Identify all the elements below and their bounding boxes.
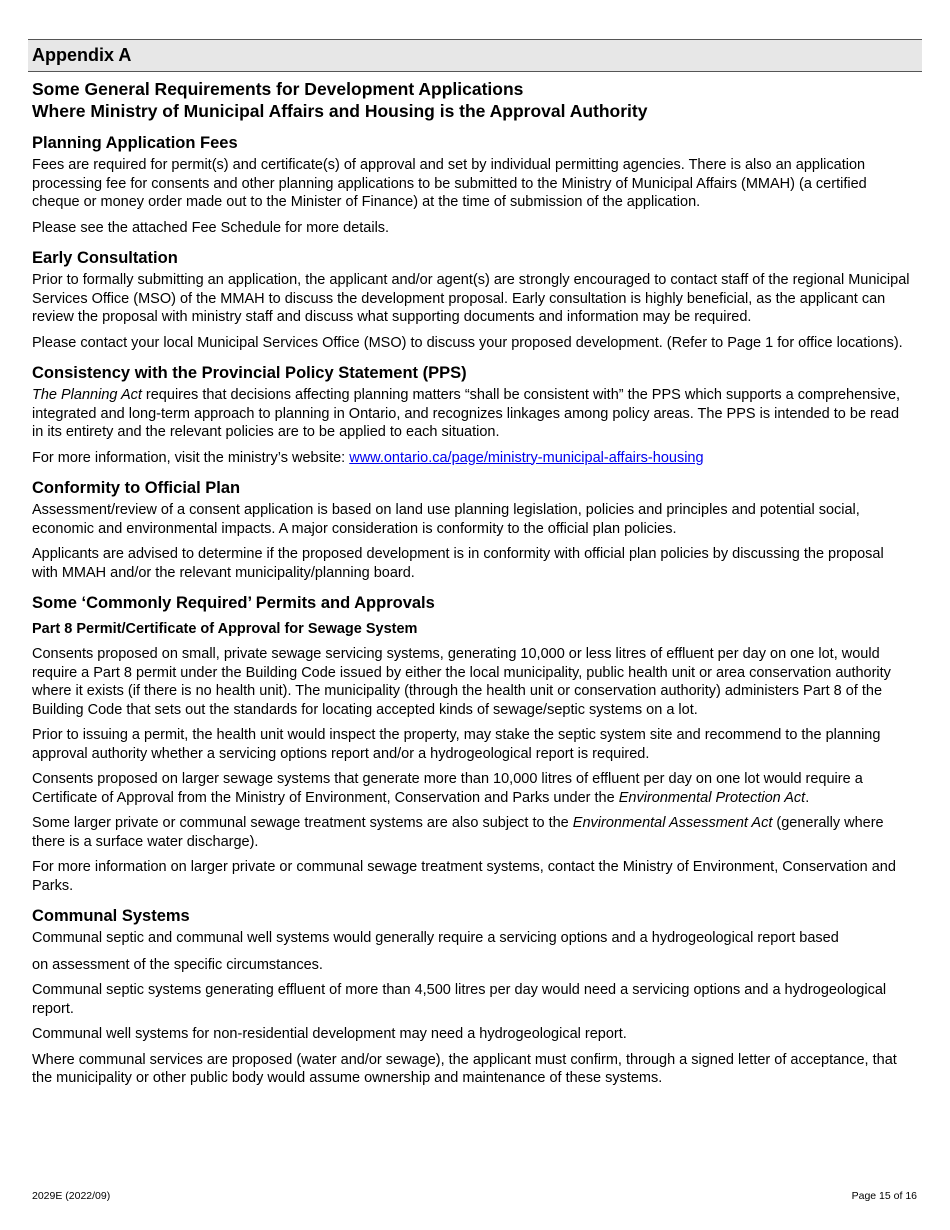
permits-paragraph-3-end: . bbox=[805, 789, 810, 806]
title-line-1: Some General Requirements for Development Applications bbox=[32, 79, 524, 99]
pps-paragraph-1 bbox=[32, 386, 912, 442]
communal-heading: Communal Systems bbox=[32, 907, 190, 925]
permits-paragraph-4 bbox=[32, 814, 912, 851]
page-number: Page 15 of 16 bbox=[851, 1190, 917, 1202]
permits-paragraph-2: Prior to issuing a permit, the health unit would inspect the property, may stake the septic system site and recommend to the planning approval authority whether a servicing options report and/or a hydrogeological report is required. bbox=[32, 727, 881, 762]
permits-paragraph-5: For more information on larger private or communal sewage treatment systems, contact the Ministry of Environment, Conservation and Parks. bbox=[32, 859, 896, 894]
conformity-heading: Conformity to Official Plan bbox=[32, 479, 241, 497]
planning-act-title: The Planning Act bbox=[32, 387, 142, 403]
early-consultation-paragraph-1: Prior to formally submitting an application, the applicant and/or agent(s) are strongly encouraged to contact staff of the regional Municipal Services Office (MSO) of the MMAH to discuss the development proposal. Early consultation is highly beneficial, as the applicant can review the proposal with ministry staff and discuss what supporting documents and information may be required. bbox=[32, 272, 910, 325]
pps-link-prefix: For more information, visit the ministry’s website: bbox=[32, 449, 350, 466]
permits-paragraph-1: Consents proposed on small, private sewage servicing systems, generating 10,000 or less litres of effluent per day on one lot, would require a Part 8 permit under the Building Code issued by either the local municipality, public health unit or area conservation authority where it exists (if there is no health unit). The municipality (through the health unit or conservation authority) administers Part 8 of the Building Code that sets out the standards for locating accepted kinds of sewage/septic systems on a lot. bbox=[32, 646, 891, 718]
document-body bbox=[32, 78, 912, 1095]
title-line-2: Where Ministry of Municipal Affairs and Housing is the Approval Authority bbox=[32, 101, 648, 121]
permits-paragraph-3 bbox=[32, 770, 912, 807]
appendix-header-bar bbox=[28, 39, 922, 72]
permits-paragraph-4-end: (generally where there is a surface water discharge). bbox=[32, 815, 884, 850]
communal-paragraph-1b: on assessment of the specific circumstances. bbox=[32, 956, 323, 973]
permits-paragraph-3-text: Consents proposed on larger sewage systems that generate more than 10,000 litres of effluent per day on one lot would require a Certificate of Approval from the Ministry of Environment, Conservation and Parks under the bbox=[32, 771, 863, 806]
conformity-paragraph-2: Applicants are advised to determine if the proposed development is in conformity with official plan policies by discussing the proposal with MMAH and/or the relevant municipality/planning board. bbox=[32, 546, 884, 581]
conformity-paragraph-1: Assessment/review of a consent application is based on land use planning legislation, policies and principles and potential social, economic and environmental impacts. A major consideration is conformity to the official plan policies. bbox=[32, 502, 860, 537]
environmental-assessment-act-title: Environmental Assessment Act bbox=[572, 815, 773, 831]
communal-paragraph-2: Communal septic systems generating effluent of more than 4,500 litres per day would need a servicing options and a hydrogeological report. bbox=[32, 982, 887, 1017]
fees-paragraph-1: Fees are required for permit(s) and certificate(s) of approval and set by individual permitting agencies. There is also an application processing fee for consents and other planning applications to be submitted to the Ministry of Municipal Affairs (MMAH) (a certified cheque or money order made out to the Minister of Finance) at the time of submission of the application. bbox=[32, 157, 867, 210]
environmental-protection-act-title: Environmental Protection Act bbox=[618, 789, 806, 806]
ministry-website-link[interactable]: www.ontario.ca/page/ministry-municipal-affairs-housing bbox=[349, 449, 704, 466]
permits-paragraph-4-text: Some larger private or communal sewage treatment systems are also subject to the bbox=[32, 815, 573, 831]
pps-paragraph-2 bbox=[32, 449, 912, 468]
permits-heading: Some ‘Commonly Required’ Permits and Approvals bbox=[32, 594, 435, 612]
form-id: 2029E (2022/09) bbox=[32, 1190, 111, 1202]
sewage-permit-subheading: Part 8 Permit/Certificate of Approval for Sewage System bbox=[32, 621, 418, 637]
communal-paragraph-3: Communal well systems for non-residential development may need a hydrogeological report. bbox=[32, 1026, 627, 1042]
fees-heading: Planning Application Fees bbox=[32, 134, 238, 152]
communal-paragraph-1a: Communal septic and communal well systems would generally require a servicing options and a hydrogeological report based bbox=[32, 930, 839, 946]
pps-paragraph-1-text: requires that decisions affecting planning matters “shall be consistent with” the PPS which supports a comprehensive, integrated and long-term approach to planning in Ontario, and recognizes linkages among policy areas. The PPS is intended to be read in its entirety and the relevant policies are to be applied to each situation. bbox=[32, 387, 901, 440]
fees-paragraph-2: Please see the attached Fee Schedule for more details. bbox=[32, 219, 390, 236]
document-title bbox=[32, 78, 912, 122]
pps-heading: Consistency with the Provincial Policy Statement (PPS) bbox=[32, 364, 467, 382]
appendix-label: Appendix A bbox=[32, 45, 132, 65]
early-consultation-paragraph-2: Please contact your local Municipal Services Office (MSO) to discuss your proposed development. (Refer to Page 1 for office locations). bbox=[32, 334, 903, 351]
communal-paragraph-4: Where communal services are proposed (water and/or sewage), the applicant must confirm, through a signed letter of acceptance, that the municipality or other public body would assume ownership and maintenance of these systems. bbox=[32, 1051, 897, 1086]
early-consultation-heading: Early Consultation bbox=[32, 249, 178, 267]
